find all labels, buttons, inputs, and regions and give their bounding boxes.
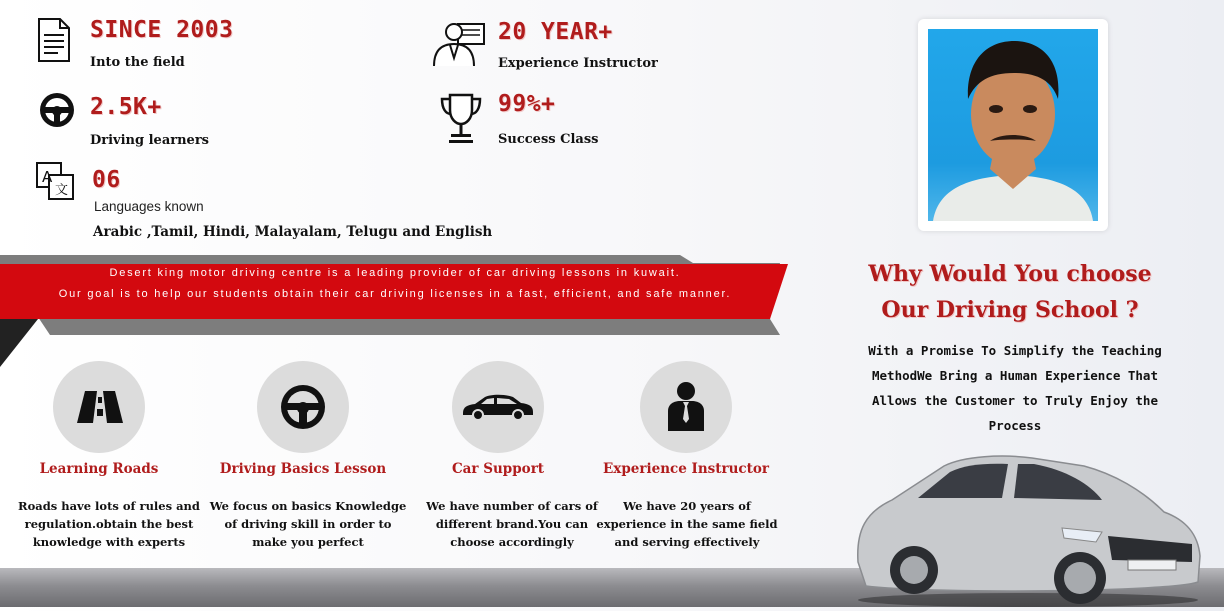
- service-desc-line: different brand.You can: [435, 517, 589, 531]
- service-desc-line: knowledge with experts: [32, 535, 186, 549]
- why-description-line: With a Promise To Simplify the Teaching: [868, 343, 1162, 358]
- why-description-line: Allows the Customer to Truly Enjoy the: [872, 393, 1158, 408]
- instructor-icon: [432, 18, 486, 72]
- service-desc-line: We have 20 years of: [623, 499, 751, 513]
- why-description: [855, 338, 1175, 438]
- trophy-icon: [440, 92, 482, 148]
- car-icon: [461, 393, 535, 425]
- service-desc: [208, 497, 408, 551]
- stat-value: 06: [92, 167, 121, 193]
- svg-text:A: A: [42, 168, 53, 186]
- svg-text:文: 文: [55, 183, 69, 198]
- banner-line: Desert king motor driving centre is a leading provider of car driving lessons in kuwait.: [109, 267, 681, 279]
- service-desc-line: regulation.obtain the best: [24, 517, 194, 531]
- banner-text: [0, 263, 790, 305]
- instructor-photo: [928, 29, 1098, 221]
- stat-value: 99%+: [498, 91, 556, 117]
- service-desc: [412, 497, 612, 551]
- banner-line: Our goal is to help our students obtain their car driving licenses in a fast, efficient, and safe manner.: [58, 288, 732, 300]
- languages-list: Arabic ,Tamil, Hindi, Malayalam, Telugu and English: [93, 224, 493, 240]
- service-desc-line: We focus on basics Knowledge: [209, 499, 407, 513]
- why-heading: [860, 256, 1160, 328]
- service-desc-line: make you perfect: [252, 535, 364, 549]
- service-desc-line: Roads have lots of rules and: [18, 499, 200, 513]
- stat-label: Driving learners: [90, 133, 209, 148]
- stat-value: 20 YEAR+: [498, 19, 613, 45]
- service-title: Experience Instructor: [603, 461, 769, 477]
- instructor-icon: [668, 381, 704, 437]
- service-desc-line: experience in the same field: [596, 517, 778, 531]
- why-description-line: Process: [988, 418, 1042, 433]
- service-icon-circle: [53, 361, 145, 453]
- service-title: Learning Roads: [39, 461, 159, 477]
- why-heading-line: Why Would You choose: [868, 261, 1152, 287]
- steering-wheel-icon: [279, 383, 327, 435]
- service-icon-circle: [257, 361, 349, 453]
- service-title: Driving Basics Lesson: [219, 461, 387, 477]
- stat-value: 2.5K+: [90, 94, 162, 120]
- steering-wheel-icon: [38, 91, 76, 133]
- service-desc: [591, 497, 783, 551]
- translate-icon: [35, 161, 75, 205]
- service-desc-line: and serving effectively: [614, 535, 760, 549]
- service-desc-line: We have number of cars of: [426, 499, 598, 513]
- stat-value: SINCE 2003: [90, 17, 234, 43]
- service-icon-circle: [452, 361, 544, 453]
- document-icon: [36, 17, 72, 67]
- service-desc-line: of driving skill in order to: [224, 517, 392, 531]
- service-desc-line: choose accordingly: [450, 535, 574, 549]
- car-image: [852, 452, 1204, 611]
- stat-label: Success Class: [498, 132, 599, 147]
- stat-label: Experience Instructor: [498, 56, 658, 71]
- stat-label: Languages known: [94, 199, 204, 214]
- service-desc: [10, 497, 208, 551]
- road-icon: [77, 389, 123, 429]
- stat-label: Into the field: [90, 55, 185, 70]
- service-title: Car Support: [451, 461, 545, 477]
- why-description-line: MethodWe Bring a Human Experience That: [872, 368, 1158, 383]
- service-icon-circle: [640, 361, 732, 453]
- why-heading-line: Our Driving School ?: [881, 297, 1139, 323]
